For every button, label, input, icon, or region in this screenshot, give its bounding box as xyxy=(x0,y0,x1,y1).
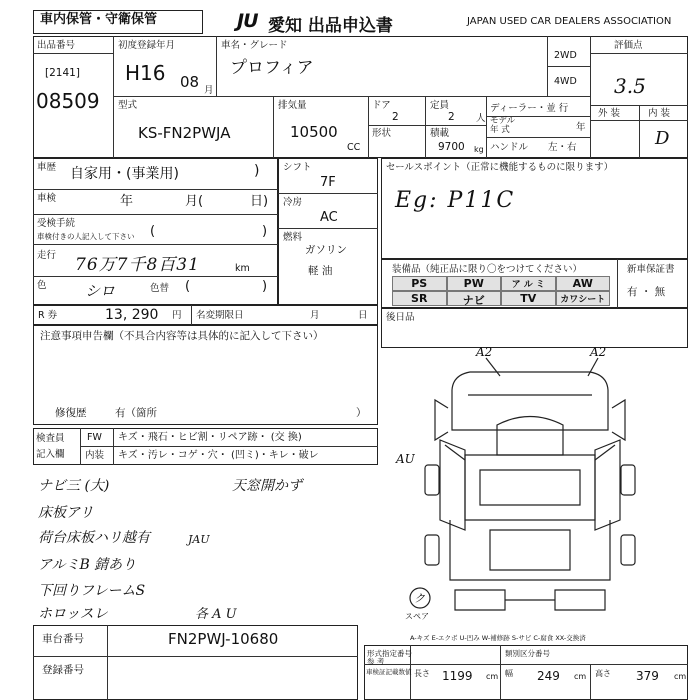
remark-1: ナビ三 (大) xyxy=(38,478,110,494)
inspector-fw-items: キズ・飛石・ヒビ割・リペア跡・ (交 換) xyxy=(118,432,302,443)
inspection-label: 車検 xyxy=(37,193,57,204)
shape-label: 形状 xyxy=(372,128,392,139)
width-unit: cm xyxy=(574,672,587,681)
type-code-label: 形式指定番号 xyxy=(367,649,412,658)
load-unit: kg xyxy=(474,145,484,154)
score-value: 3.5 xyxy=(614,74,646,98)
transfer-bracket-open: ( xyxy=(150,224,156,239)
registration-month-unit: 月 xyxy=(204,85,214,96)
dimensions-label: 車検証記載数値 xyxy=(366,668,412,676)
inspection-day: 日) xyxy=(250,194,269,209)
remark-right-2: 各 A U xyxy=(195,607,237,622)
lot-number: 08509 xyxy=(36,89,100,113)
warranty-options: 有 ・ 無 xyxy=(627,286,666,298)
shift-value: 7F xyxy=(320,175,336,190)
reference-label: 参 考 xyxy=(367,657,385,666)
width-label: 幅 xyxy=(505,669,513,678)
color-value: シロ xyxy=(85,282,116,300)
equip-alumi: ア ル ミ xyxy=(501,276,556,291)
score-interior-value: D xyxy=(655,128,670,149)
storage-note: 車内保管・守衛保管 xyxy=(40,12,158,27)
mileage-label: 走行 xyxy=(37,250,57,261)
length-value: 1199 xyxy=(442,669,473,683)
registration-month: 08 xyxy=(180,73,200,91)
remark-2: 床板アリ xyxy=(38,505,94,521)
damage-legend: A-キズ E-エクボ U-凹み W-補修跡 S-サビ C-腐食 XX-交換済 xyxy=(410,634,586,642)
model-code-label: 型式 xyxy=(118,100,138,111)
chassis-label: 車台番号 xyxy=(42,633,84,645)
dealer-handle-options: 左・右 xyxy=(548,142,577,153)
aircon-label: 冷房 xyxy=(283,197,303,208)
remark-right-1: 天窓開かず xyxy=(232,478,302,494)
category-label: 類別区分番号 xyxy=(505,649,550,658)
org-title: 愛知 出品申込書 xyxy=(268,16,393,36)
length-unit: cm xyxy=(486,672,499,681)
damage-a2-left: A2 xyxy=(476,345,493,359)
transfer-sub: 車検付きの人記入して下さい xyxy=(37,232,135,241)
shift-label: シフト xyxy=(283,162,312,173)
model-code-value: KS-FN2PWJA xyxy=(138,124,231,142)
height-unit: cm xyxy=(674,672,687,681)
remark-5: 下回りフレームS xyxy=(38,583,146,599)
later-items-label: 後日品 xyxy=(386,312,415,323)
org-english: JAPAN USED CAR DEALERS ASSOCIATION xyxy=(467,16,672,27)
lot-label: 出品番号 xyxy=(37,40,76,51)
fuel-value: ガソリン xyxy=(305,244,347,256)
history-close: ) xyxy=(254,163,260,179)
model-name-value: プロフィア xyxy=(230,58,314,78)
drive-2wd: 2WD xyxy=(554,50,577,61)
ju-logo: JU xyxy=(237,10,258,32)
inspector-interior-label: 内装 xyxy=(85,450,105,461)
price-value: 13, 290 xyxy=(105,307,159,323)
score-exterior-label: 外 装 xyxy=(598,108,621,119)
height-value: 379 xyxy=(636,669,659,683)
model-name-label: 車名・グレード xyxy=(221,40,288,51)
inspector-interior-items: キズ・汚レ・コゲ・穴・ (凹ミ)・キレ・破レ xyxy=(118,450,319,461)
selling-points-label: セールスポイント（正常に機能するものに限ります） xyxy=(386,162,614,173)
length-label: 長さ xyxy=(414,669,430,678)
displacement-unit: CC xyxy=(347,142,361,153)
remark-6: ホロッスレ xyxy=(38,606,108,622)
dealer-label: ディーラー・並 行 xyxy=(490,103,569,114)
spare-label: スペア xyxy=(405,612,429,621)
equip-tv: TV xyxy=(501,291,556,306)
score-interior-label: 内 装 xyxy=(648,108,671,119)
spare-mark: ク xyxy=(414,592,425,605)
remark-4: アルミB 錆あり xyxy=(38,557,137,573)
dealer-year-unit: 年 xyxy=(576,122,586,133)
score-label: 評価点 xyxy=(614,40,643,51)
notes-label: 注意事項申告欄（不具合内容等は具体的に記入して下さい） xyxy=(40,330,324,342)
price-label: R 券 xyxy=(38,310,58,321)
color-change-label: 色替 xyxy=(150,283,170,294)
name-change-day: 日 xyxy=(358,310,368,321)
history-value: 自家用・(事業用) xyxy=(70,166,179,182)
transfer-label: 受検手続 xyxy=(37,218,76,229)
damage-au-side: AU xyxy=(396,452,415,466)
equip-aw: AW xyxy=(556,276,611,291)
name-change-month: 月 xyxy=(310,310,320,321)
equip-sr: SR xyxy=(392,291,447,306)
price-unit: 円 xyxy=(172,310,182,321)
mileage-unit: km xyxy=(235,263,250,274)
dealer-model-year: モデル 年 式 xyxy=(490,116,516,135)
repair-close: ） xyxy=(356,407,367,419)
warranty-label: 新車保証書 xyxy=(627,264,675,275)
registration-era-year: H16 xyxy=(125,61,166,85)
inspection-month: 月( xyxy=(185,194,204,209)
equip-navi: ナビ xyxy=(447,291,502,306)
load-value: 9700 xyxy=(438,141,465,153)
inspector-fw-label: FW xyxy=(87,432,102,443)
capacity-label: 定員 xyxy=(430,100,450,111)
height-label: 高さ xyxy=(595,669,611,678)
load-label: 積載 xyxy=(430,128,450,139)
history-label: 車歴 xyxy=(37,162,57,173)
mileage-value: 76万7千8百31 xyxy=(75,255,200,275)
remark-3: 荷台床板ハリ越有 xyxy=(38,530,150,546)
drive-4wd: 4WD xyxy=(554,76,577,87)
inspection-year: 年 xyxy=(120,194,134,209)
width-value: 249 xyxy=(537,669,560,683)
plate-label: 登録番号 xyxy=(42,664,84,676)
equip-kawa-seat: カワシート xyxy=(556,291,611,306)
doors-value: 2 xyxy=(392,111,399,123)
remark-ja-tag: JAU xyxy=(188,533,210,546)
aircon-value: AC xyxy=(320,210,338,225)
color-label: 色 xyxy=(37,280,47,291)
lot-bracket: [2141] xyxy=(45,67,80,79)
repair-label: 修復歴 xyxy=(55,407,87,419)
dealer-handle: ハンドル xyxy=(490,142,529,153)
registration-label: 初度登録年月 xyxy=(118,40,176,51)
inspector-label-2: 記入欄 xyxy=(36,449,65,460)
selling-points-value: Eg: P11C xyxy=(395,188,516,213)
fuel-diesel: 軽 油 xyxy=(308,265,333,277)
color-bracket-open: ( xyxy=(185,279,191,294)
displacement-label: 排気量 xyxy=(278,100,307,111)
capacity-unit: 人 xyxy=(476,113,486,124)
equip-pw: PW xyxy=(447,276,502,291)
inspector-label-1: 検査員 xyxy=(36,433,65,444)
name-change-label: 名変期限日 xyxy=(196,310,244,321)
displacement-value: 10500 xyxy=(290,123,338,141)
repair-value: 有（箇所 xyxy=(115,407,157,419)
damage-a2-right: A2 xyxy=(590,345,607,359)
capacity-value: 2 xyxy=(448,111,455,123)
fuel-label: 燃料 xyxy=(283,232,303,243)
color-bracket-close: ) xyxy=(262,279,268,294)
doors-label: ドア xyxy=(372,100,391,111)
equip-ps: PS xyxy=(392,276,447,291)
equipment-label: 装備品（純正品に限り〇をつけてください） xyxy=(392,264,583,275)
chassis-value: FN2PWJ-10680 xyxy=(168,630,279,648)
transfer-bracket-close: ) xyxy=(262,224,268,239)
